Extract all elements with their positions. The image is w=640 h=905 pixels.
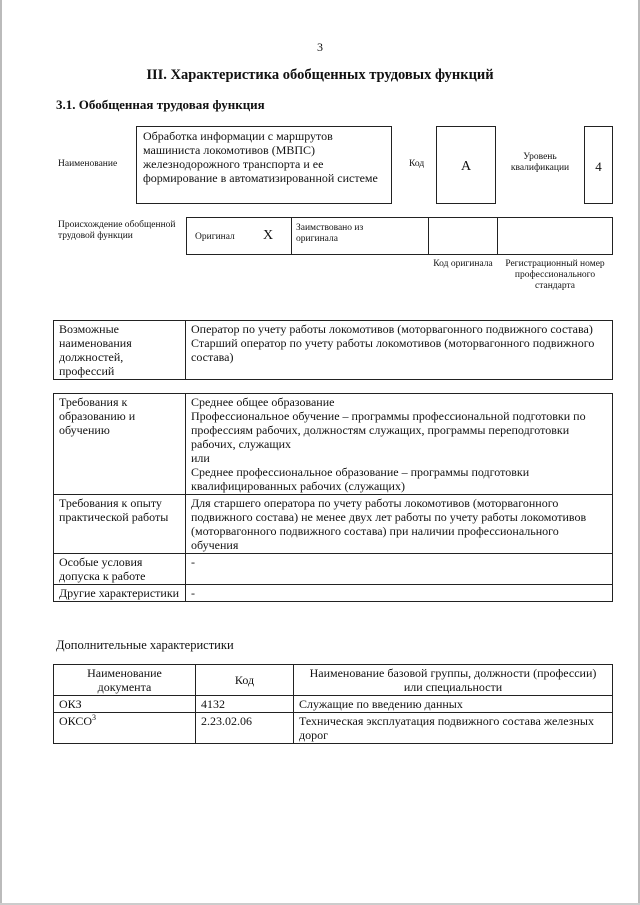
positions-label: Возможные наименования должностей, профессий <box>54 321 186 380</box>
borrowed-label: Заимствовано из оригинала <box>296 223 364 244</box>
positions-values <box>186 321 613 380</box>
education-values <box>186 394 613 495</box>
original-mark: X <box>263 228 274 243</box>
code-original-label: Код оригинала <box>433 259 493 269</box>
code-cell: 4132 <box>196 696 294 713</box>
doc-name: ОКЗ <box>59 697 82 711</box>
additional-header-row <box>54 665 613 696</box>
group-name-cell: Служащие по введению данных <box>294 696 613 713</box>
level-value: 4 <box>595 159 602 174</box>
code-cell: 2.23.02.06 <box>196 713 294 744</box>
header-name: Наименование базовой группы, должности (профессии) или специальности <box>294 665 613 696</box>
other-characteristics-label: Другие характеристики <box>54 585 186 602</box>
reg-number-box <box>497 217 613 255</box>
requirements-row-other <box>54 585 613 602</box>
position-value: Старший оператор по учету работы локомотивов (моторвагонного подвижного состава) <box>191 336 595 364</box>
name-value: Обработка информации с маршрутов машиниста локомотивов (МВПС) железнодорожного транспорта и ее формирование в автоматизированной системе <box>143 129 378 185</box>
positions-table <box>53 320 613 380</box>
doc-cell <box>54 713 196 744</box>
header-document: Наименование документа <box>54 665 196 696</box>
borrowed-box <box>291 217 429 255</box>
education-line: Среднее общее образование <box>191 395 335 409</box>
doc-cell <box>54 696 196 713</box>
original-box <box>186 217 292 255</box>
name-label: Наименование <box>58 159 118 169</box>
header-code: Код <box>196 665 294 696</box>
origin-label: Происхождение обобщенной трудовой функции <box>58 220 176 241</box>
positions-row <box>54 321 613 380</box>
special-conditions-label: Особые условия допуска к работе <box>54 554 186 585</box>
additional-title: Дополнительные характеристики <box>56 638 234 652</box>
requirements-row-experience <box>54 495 613 554</box>
code-value: A <box>460 159 472 174</box>
education-label: Требования к образованию и обучению <box>54 394 186 495</box>
position-value: Оператор по учету работы локомотивов (моторвагонного подвижного состава) <box>191 322 593 336</box>
education-line: Профессиональное обучение – программы профессиональной подготовки по профессиям рабочих, должностям служащих, программы переподготовки рабочих, служащих <box>191 409 586 451</box>
requirements-table <box>53 393 613 602</box>
education-line: Среднее профессиональное образование – программы подготовки квалифицированных рабочих (служащих) <box>191 465 530 493</box>
scan-edge-left <box>0 0 2 905</box>
code-label: Код <box>409 159 425 169</box>
code-original-box <box>428 217 498 255</box>
name-value-box <box>136 126 392 204</box>
additional-row <box>54 696 613 713</box>
page-number: 3 <box>317 40 323 54</box>
original-label: Оригинал <box>195 232 235 242</box>
doc-footnote: 3 <box>92 713 97 722</box>
education-line: или <box>191 451 210 465</box>
other-characteristics-value: - <box>186 585 613 602</box>
additional-table <box>53 664 613 744</box>
reg-number-label: Регистрационный номер профессионального стандарта <box>505 259 605 291</box>
level-value-box <box>584 126 613 204</box>
subsection-title: 3.1. Обобщенная трудовая функция <box>56 97 265 112</box>
group-name-cell: Техническая эксплуатация подвижного состава железных дорог <box>294 713 613 744</box>
experience-value: Для старшего оператора по учету работы локомотивов (моторвагонного подвижного состава) не менее двух лет работы по учету работы локомотивов (моторвагонного подвижного состава) при наличии профессионального обучения <box>186 495 613 554</box>
level-label: Уровень квалификации <box>510 152 570 173</box>
requirements-row-special <box>54 554 613 585</box>
doc-name: ОКСО <box>59 714 93 728</box>
special-conditions-value: - <box>186 554 613 585</box>
section-title: III. Характеристика обобщенных трудовых функций <box>146 67 494 83</box>
additional-row <box>54 713 613 744</box>
experience-label: Требования к опыту практической работы <box>54 495 186 554</box>
requirements-row-education <box>54 394 613 495</box>
code-value-box <box>436 126 496 204</box>
